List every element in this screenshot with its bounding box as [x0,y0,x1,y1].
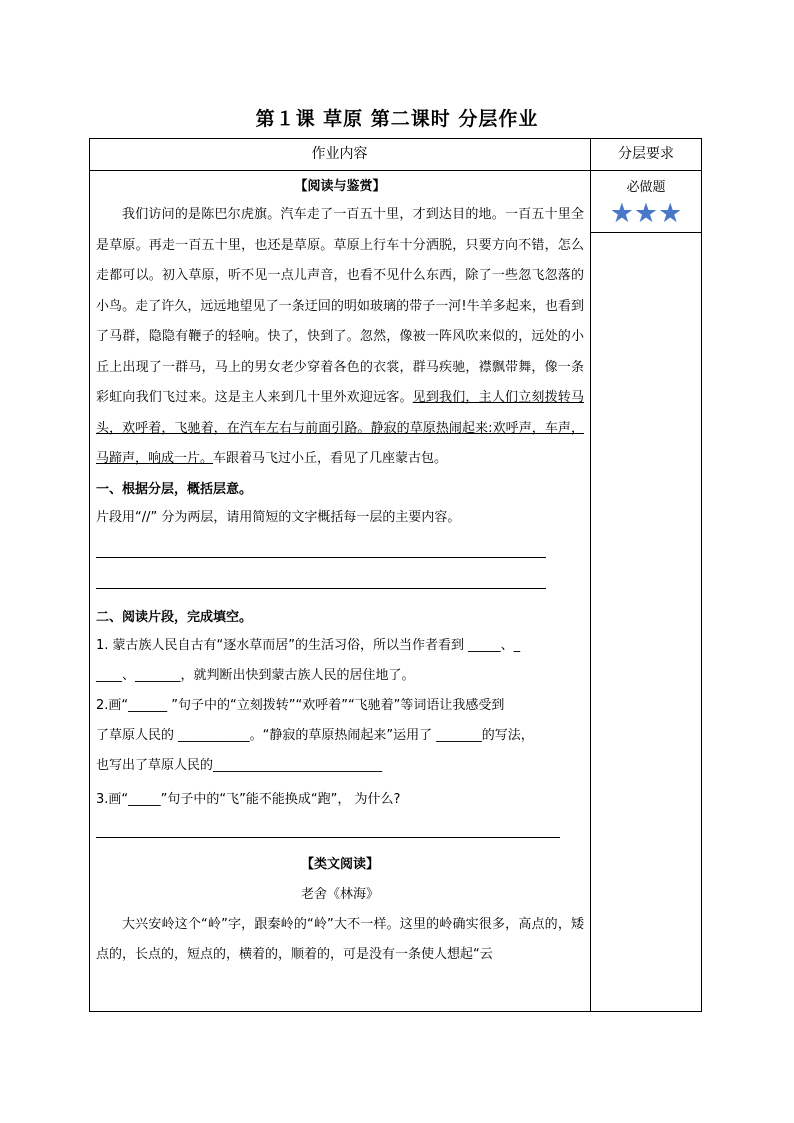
header-divider [89,170,702,171]
similar-reading-passage: 大兴安岭这个“岭”字，跟秦岭的“岭”大不一样。这里的岭确实很多，高点的，矮点的，长点的，短点的，横着的，顺着的，可是没有一条使人想起“云 [96,916,584,962]
passage-tail: 车跟着马飞过小丘，看见了几座蒙古包。 [213,451,448,466]
question-1-instruction: 片段用“//” 分为两层，请用简短的文字概括每一层的主要内容。 [96,509,461,525]
assignment-content [96,173,584,971]
page-title: 第１课 草原 第二课时 分层作业 [255,108,539,130]
question-1-heading: 一、根据分层，概括层意。 [96,481,253,497]
requirement-divider [590,232,702,233]
column-header-requirement: 分层要求 [618,146,674,162]
star-rating-icon: ★★★ [609,198,683,229]
section-title-similar: 【类文阅读】 [300,856,379,872]
similar-reading-subtitle: 老舍《林海》 [300,886,379,902]
question-2-item-3: 3.画“_____”句子中的“飞”能不能换成“跑”， 为什么? [96,791,401,807]
question-2-item-2c: 也写出了草原人民的__________________________ [96,757,383,773]
column-header-content: 作业内容 [311,146,368,162]
reading-passage [96,200,584,475]
section-title-reading: 【阅读与鉴赏】 [294,179,386,194]
passage-underlined-sentence: 见到我们，主人们立刻拨转马头，欢呼着，飞驰着，在汽车左右与前面引路。静寂的草原热闹起来:欢呼声，车声，马蹄声，响成一片。 [96,390,584,466]
requirement-label: 必做题 [626,180,666,195]
question-2-item-2b: 了草原人民的 ___________。“静寂的草原热闹起来”运用了 _______的写法， [96,727,534,743]
question-2-item-2a: 2.画“______ ”句子中的“立刻拨转”“欢呼着”“飞驰着”等词语让我感受到 [96,697,505,713]
passage-text: 我们访问的是陈巴尔虎旗。汽车走了一百五十里，才到达目的地。一百五十里全是草原。再走一百五十里，也还是草原。草原上行车十分洒脱，只要方向不错，怎么走都可以。初入草原，听不见一点儿声音，也看不见什么东西，除了一些忽飞忽落的小鸟。走了许久，远远地望见了一条迂回的明如玻璃的带子一河!牛羊多起来，也看到了马群，隐隐有鞭子的轻响。快了，快到了。忽然，像被一阵风吹来似的，远处的小丘上出现了一群马，马上的男女老少穿着各色的衣裳，群马疾驰，襟飘带舞，像一条彩虹向我们飞过来。这是主人来到几十里外欢迎远客。 [96,207,584,405]
question-2-item-1a: 1. 蒙古族人民自古有“逐水草而居”的生活习俗，所以当作者看到 _____、_ [96,637,521,653]
question-2-item-1b: ____、_______，就判断出快到蒙古族人民的居住地了。 [96,667,415,683]
column-divider [590,138,591,1012]
question-2-heading: 二、阅读片段，完成填空。 [96,609,253,625]
